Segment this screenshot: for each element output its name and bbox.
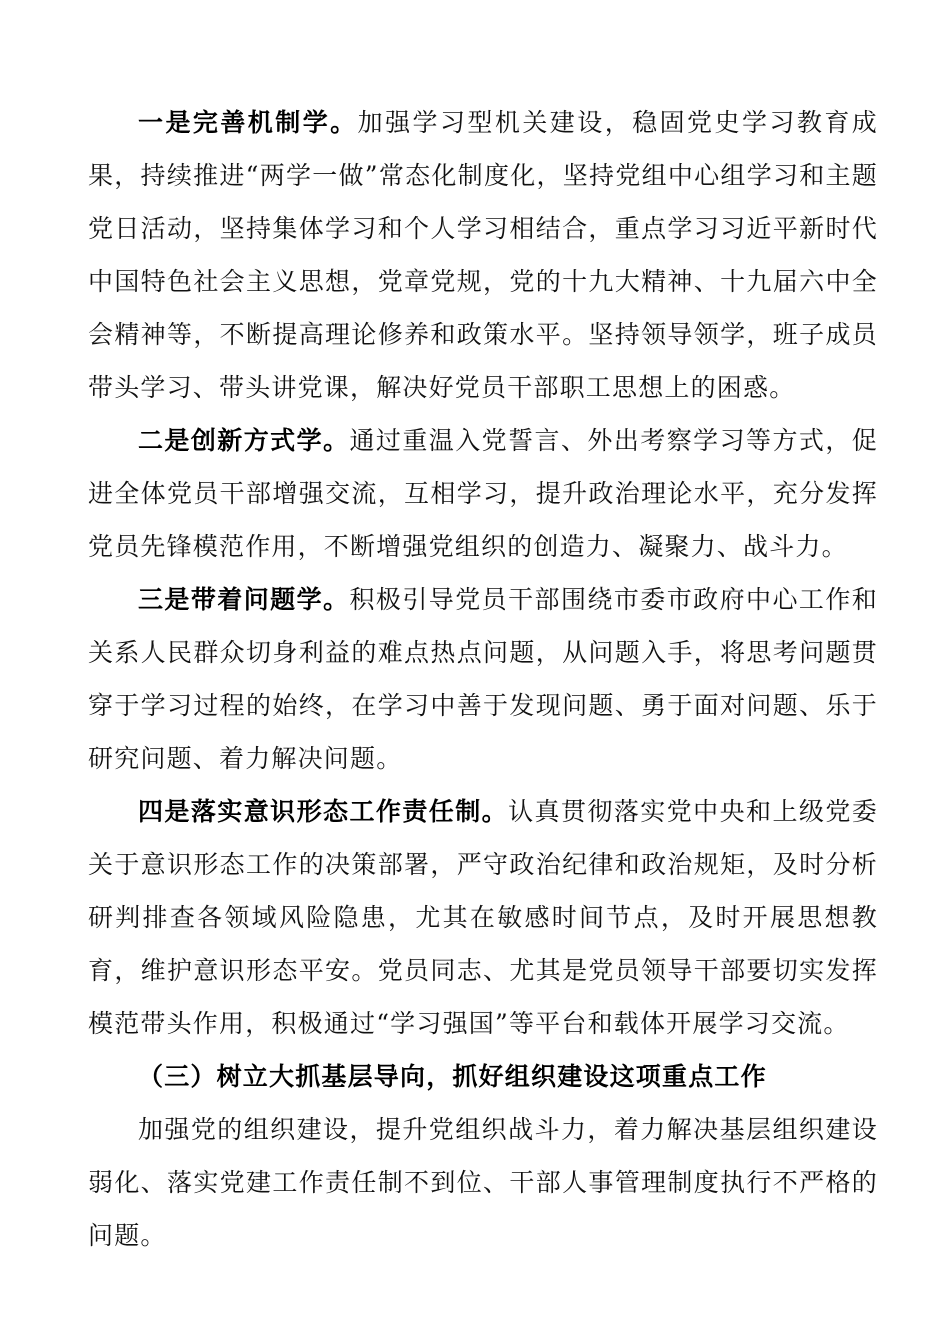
paragraph-lead: 四是落实意识形态工作责任制。: [138, 797, 509, 826]
section-heading: （三）树立大抓基层导向，抓好组织建设这项重点工作: [138, 1062, 767, 1091]
paragraph-organization-building: 加强党的组织建设，提升党组织战斗力，着力解决基层组织建设弱化、落实党建工作责任制不到位、干部人事管理制度执行不严格的问题。: [88, 1115, 878, 1250]
paragraph-innovate-methods: [88, 414, 878, 573]
paragraph-text: 积极引导党员干部围绕市委市政府中心工作和关系人民群众切身利益的难点热点问题，从问题入手，将思考问题贯穿于学习过程的始终，在学习中善于发现问题、勇于面对问题、乐于研究问题、着力解决问题。: [88, 585, 878, 773]
paragraph-text: 认真贯彻落实党中央和上级党委关于意识形态工作的决策部署，严守政治纪律和政治规矩，及时分析研判排查各领域风险隐患，尤其在敏感时间节点，及时开展思想教育，维护意识形态平安。党员同志、尤其是党员领导干部要切实发挥模范带头作用，积极通过“学习强国”等平台和载体开展学习交流。: [88, 797, 878, 1038]
paragraph-lead: 一是完善机制学。: [138, 108, 358, 137]
paragraph-lead: 二是创新方式学。: [138, 426, 350, 455]
paragraph-ideology-responsibility: [88, 785, 878, 1050]
paragraph-lead: 三是带着问题学。: [138, 585, 350, 614]
paragraph-text: 加强学习型机关建设，稳固党史学习教育成果，持续推进“两学一做”常态化制度化，坚持党组中心组学习和主题党日活动，坚持集体学习和个人学习相结合，重点学习习近平新时代中国特色社会主义思想，党章党规，党的十九大精神、十九届六中全会精神等，不断提高理论修养和政策水平。坚持领导领学，班子成员带头学习、带头讲党课，解决好党员干部职工思想上的困惑。: [88, 108, 878, 402]
paragraph-text: 通过重温入党誓言、外出考察学习等方式，促进全体党员干部增强交流，互相学习，提升政治理论水平，充分发挥党员先锋模范作用，不断增强党组织的创造力、凝聚力、战斗力。: [88, 426, 878, 561]
document-body: [88, 96, 878, 1262]
paragraph-improve-mechanism: [88, 96, 878, 414]
paragraph-problem-oriented: [88, 573, 878, 785]
